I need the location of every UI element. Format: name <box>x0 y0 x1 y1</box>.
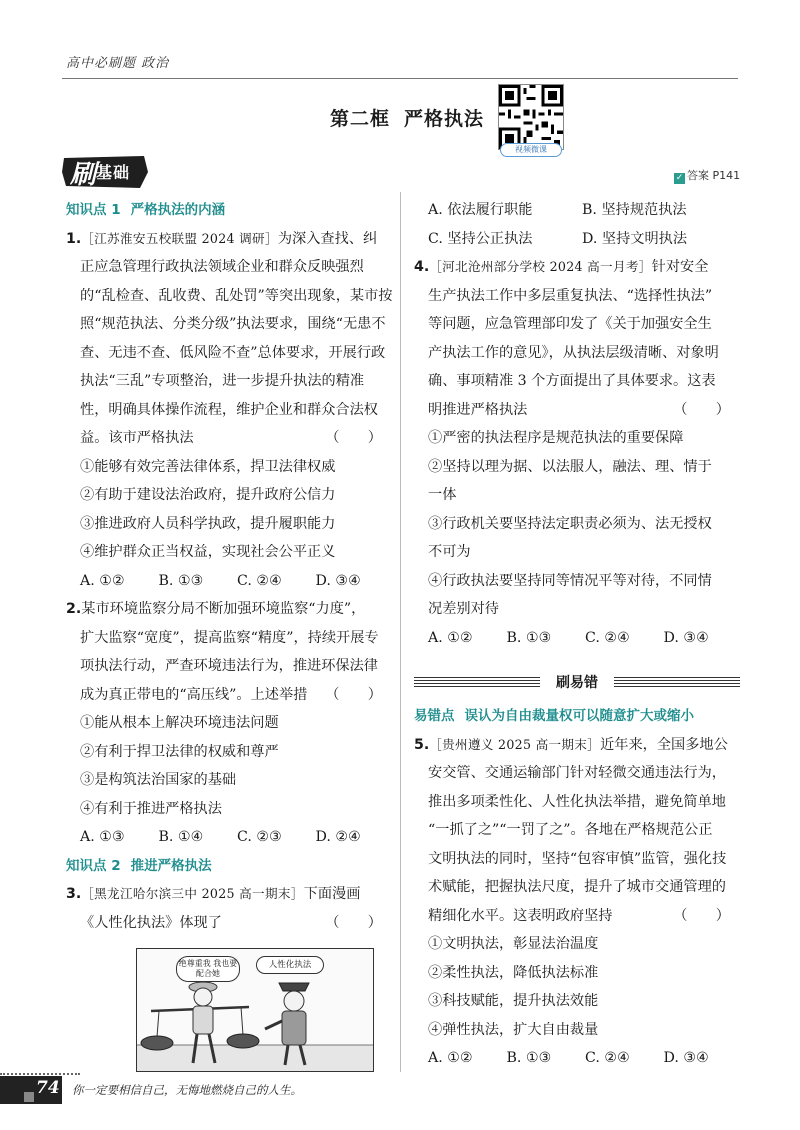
question-source: ［河北沧州部分学校 2024 高一月考］ <box>429 259 652 274</box>
kp-text: 严格执法的内涵 <box>130 202 226 218</box>
knowledge-point-1 <box>66 196 394 225</box>
statement-item: ③科技赋能，提升执法效能 <box>428 993 599 1009</box>
right-column <box>414 196 742 652</box>
statement-item: ④弹性执法，扩大自由裁量 <box>428 1021 599 1038</box>
statement-item: ②坚持以理为据、以法服人，融法、理、情于 <box>428 458 712 475</box>
question-text: 产执法工作的意见》，从执法层级清晰、对象明 <box>428 344 719 361</box>
speech-bubble-officer: 人性化执法 <box>256 956 324 974</box>
option-b[interactable]: B. ①③ <box>158 572 204 589</box>
question-source: ［江苏淮安五校联盟 2024 调研］ <box>81 230 278 246</box>
question-text: 等问题，应急管理部印发了《关于加强安全生 <box>428 316 712 332</box>
statement-item: ④行政执法要坚持同等情况平等对待，不同情 <box>428 572 712 589</box>
error-section-title: 刷易错 <box>540 672 614 694</box>
question-source: ［贵州遵义 2025 高一期末］ <box>429 736 601 752</box>
option-d[interactable]: D. 坚持文明执法 <box>582 230 688 247</box>
option-d[interactable]: D. ③④ <box>663 629 709 646</box>
header-rule <box>62 78 738 79</box>
question-number: 5. <box>414 736 430 753</box>
statement-item: ②有利于捍卫法律的权威和尊严 <box>80 743 279 760</box>
statement-item: ②有助于建设法治政府，提升政府公信力 <box>80 487 336 503</box>
error-point <box>414 702 742 731</box>
statement-item: ①严密的执法程序是规范执法的重要保障 <box>428 430 684 446</box>
statement-item: ①能够有效完善法律体系，捍卫法律权威 <box>80 458 336 475</box>
footer-motto: 你一定要相信自己，无悔地燃烧自己的人生。 <box>72 1083 302 1097</box>
question-text: 某市环境监察分局不断加强环境监察“力度”， <box>81 601 366 617</box>
option-a[interactable]: A. ①② <box>428 1050 473 1066</box>
answer-options <box>66 567 394 596</box>
question-text: 照“规范执法、分类分级”执法要求，围绕“无患不 <box>80 316 386 332</box>
knowledge-point-2 <box>66 852 394 881</box>
statement-item: ③行政机关要坚持法定职责必须为、法无授权 <box>428 515 712 532</box>
question-text: 性，明确具体操作流程，维护企业和群众合法权 <box>80 401 378 418</box>
question-text: 《人性化执法》体现了 <box>80 914 222 931</box>
question-text: 确、事项精准 3 个方面提出了具体要求。这表 <box>428 373 716 389</box>
question-4 <box>414 253 742 652</box>
option-d[interactable]: D. ③④ <box>315 572 361 589</box>
check-icon: ✓ <box>675 173 684 183</box>
kp-label: 知识点 1 <box>66 202 121 218</box>
question-text: 安交管、交通运输部门针对轻微交通违法行为， <box>428 765 726 781</box>
question-number: 4. <box>414 259 430 275</box>
question-text: 明推进严格执法 <box>428 401 528 418</box>
section-title-part2: 严格执法 <box>404 108 485 130</box>
question-number: 1. <box>66 230 82 247</box>
question-text: 益。该市严格执法 <box>80 430 194 446</box>
question-number: 3. <box>66 886 82 902</box>
question-text: 精细化水平。这表明政府坚持 <box>428 907 613 924</box>
answer-blank[interactable]: （ ） <box>673 401 730 418</box>
speech-bubble-vendor: 绝尊重我 我也要配合她 <box>176 956 240 982</box>
answer-blank[interactable]: （ ） <box>325 686 382 703</box>
answer-blank[interactable]: （ ） <box>325 914 382 931</box>
question-text: 为深入查找、纠 <box>277 230 378 247</box>
q3-answer-options <box>414 196 742 225</box>
question-text: 术赋能，把握执法尺度，提升了城市交通管理的 <box>428 879 726 895</box>
question-text: 生产执法工作中多层重复执法、“选择性执法” <box>428 287 713 304</box>
statement-item: ④有利于推进严格执法 <box>80 800 222 817</box>
kp-text: 推进严格执法 <box>130 857 212 874</box>
statement-item: ①文明执法，彰显法治温度 <box>428 936 599 952</box>
question-text: 执法“三乱”专项整治，进一步提升执法的精准 <box>80 373 365 389</box>
answer-page: 答案 P141 <box>687 169 741 182</box>
option-c[interactable]: C. 坚持公正执法 <box>428 230 533 247</box>
question-3 <box>66 880 394 937</box>
option-c[interactable]: C. ②④ <box>237 572 282 589</box>
right-column-lower <box>414 702 742 1073</box>
statement-item: ③是构筑法治国家的基础 <box>80 772 237 788</box>
question-1 <box>66 225 394 596</box>
statement-item: ③推进政府人员科学执政，提升履职能力 <box>80 515 336 532</box>
answer-options <box>414 1044 742 1073</box>
statement-item: ①能从根本上解决环境违法问题 <box>80 715 279 731</box>
option-a[interactable]: A. 依法履行职能 <box>428 202 533 218</box>
answer-options <box>414 624 742 653</box>
option-b[interactable]: B. 坚持规范执法 <box>582 202 687 218</box>
kp-text: 误认为自由裁量权可以随意扩大或缩小 <box>464 708 694 724</box>
question-text: 成为真正带电的“高压线”。上述举措 <box>80 686 308 703</box>
option-a[interactable]: A. ①② <box>428 629 473 646</box>
question-text: 针对安全 <box>651 259 709 275</box>
question-5 <box>414 731 742 1073</box>
option-b[interactable]: B. ①④ <box>158 829 204 845</box>
option-c[interactable]: C. ②④ <box>585 1050 630 1066</box>
kp-label: 易错点 <box>414 708 455 724</box>
option-b[interactable]: B. ①③ <box>506 1050 552 1066</box>
banner-brush-char: 刷 <box>70 160 97 190</box>
statement-item: 一体 <box>428 487 457 503</box>
question-text: 项执法行动，严查环境违法行为，推进环保法律 <box>80 658 378 674</box>
error-section-bar <box>414 672 740 694</box>
question-text: 下面漫画 <box>303 886 361 902</box>
series-title: 高中必刷题 政治 <box>66 56 170 71</box>
banner-label: 基础 <box>96 163 131 182</box>
question-text: 近年来，全国多地公 <box>600 736 728 753</box>
statement-item: ②柔性执法，降低执法标准 <box>428 964 599 981</box>
question-text: “一抓了之”“一罚了之”。各地在严格规范公正 <box>428 822 713 838</box>
option-c[interactable]: C. ②④ <box>585 629 630 646</box>
footer-square <box>24 1092 34 1102</box>
q3-answer-options <box>414 225 742 254</box>
option-d[interactable]: D. ③④ <box>663 1050 709 1066</box>
answer-options <box>66 823 394 852</box>
answer-reference <box>674 167 740 184</box>
answer-blank[interactable]: （ ） <box>325 430 382 446</box>
statement-item: ④维护群众正当权益，实现社会公平正义 <box>80 544 336 560</box>
qr-video-label[interactable]: 视频微课 <box>500 143 562 157</box>
question-text: 的“乱检查、乱收费、乱处罚”等突出现象，某市按 <box>80 287 393 304</box>
question-text: 文明执法的同时，坚持“包容审慎”监管，强化技 <box>428 850 727 867</box>
cartoon-image <box>136 948 374 1072</box>
option-a[interactable]: A. ①③ <box>80 829 125 845</box>
question-text: 推出多项柔性化、人性化执法举措，避免简单地 <box>428 793 726 810</box>
section-title <box>330 104 484 131</box>
question-number: 2. <box>66 601 82 617</box>
question-text: 正应急管理行政执法领域企业和群众反映强烈 <box>80 259 364 275</box>
answer-blank[interactable]: （ ） <box>673 907 730 924</box>
question-source: ［黑龙江哈尔滨三中 2025 高一期末］ <box>81 886 304 901</box>
kp-label: 知识点 2 <box>66 857 121 874</box>
page-number: 74 <box>36 1078 60 1098</box>
statement-item: 不可为 <box>428 544 471 560</box>
statement-item: 况差别对待 <box>428 601 499 617</box>
option-a[interactable]: A. ①② <box>80 572 125 589</box>
option-b[interactable]: B. ①③ <box>506 629 552 646</box>
column-divider <box>400 192 401 1072</box>
left-column <box>66 196 394 937</box>
option-d[interactable]: D. ②④ <box>315 829 361 845</box>
question-text: 查、无违不查、低风险不查”总体要求，开展行政 <box>80 344 386 361</box>
option-c[interactable]: C. ②③ <box>237 829 282 845</box>
qr-code-icon[interactable] <box>498 84 564 150</box>
section-title-part1: 第二框 <box>330 108 391 130</box>
question-2 <box>66 595 394 852</box>
question-text: 扩大监察“宽度”，提高监察“精度”，持续开展专 <box>80 629 379 646</box>
